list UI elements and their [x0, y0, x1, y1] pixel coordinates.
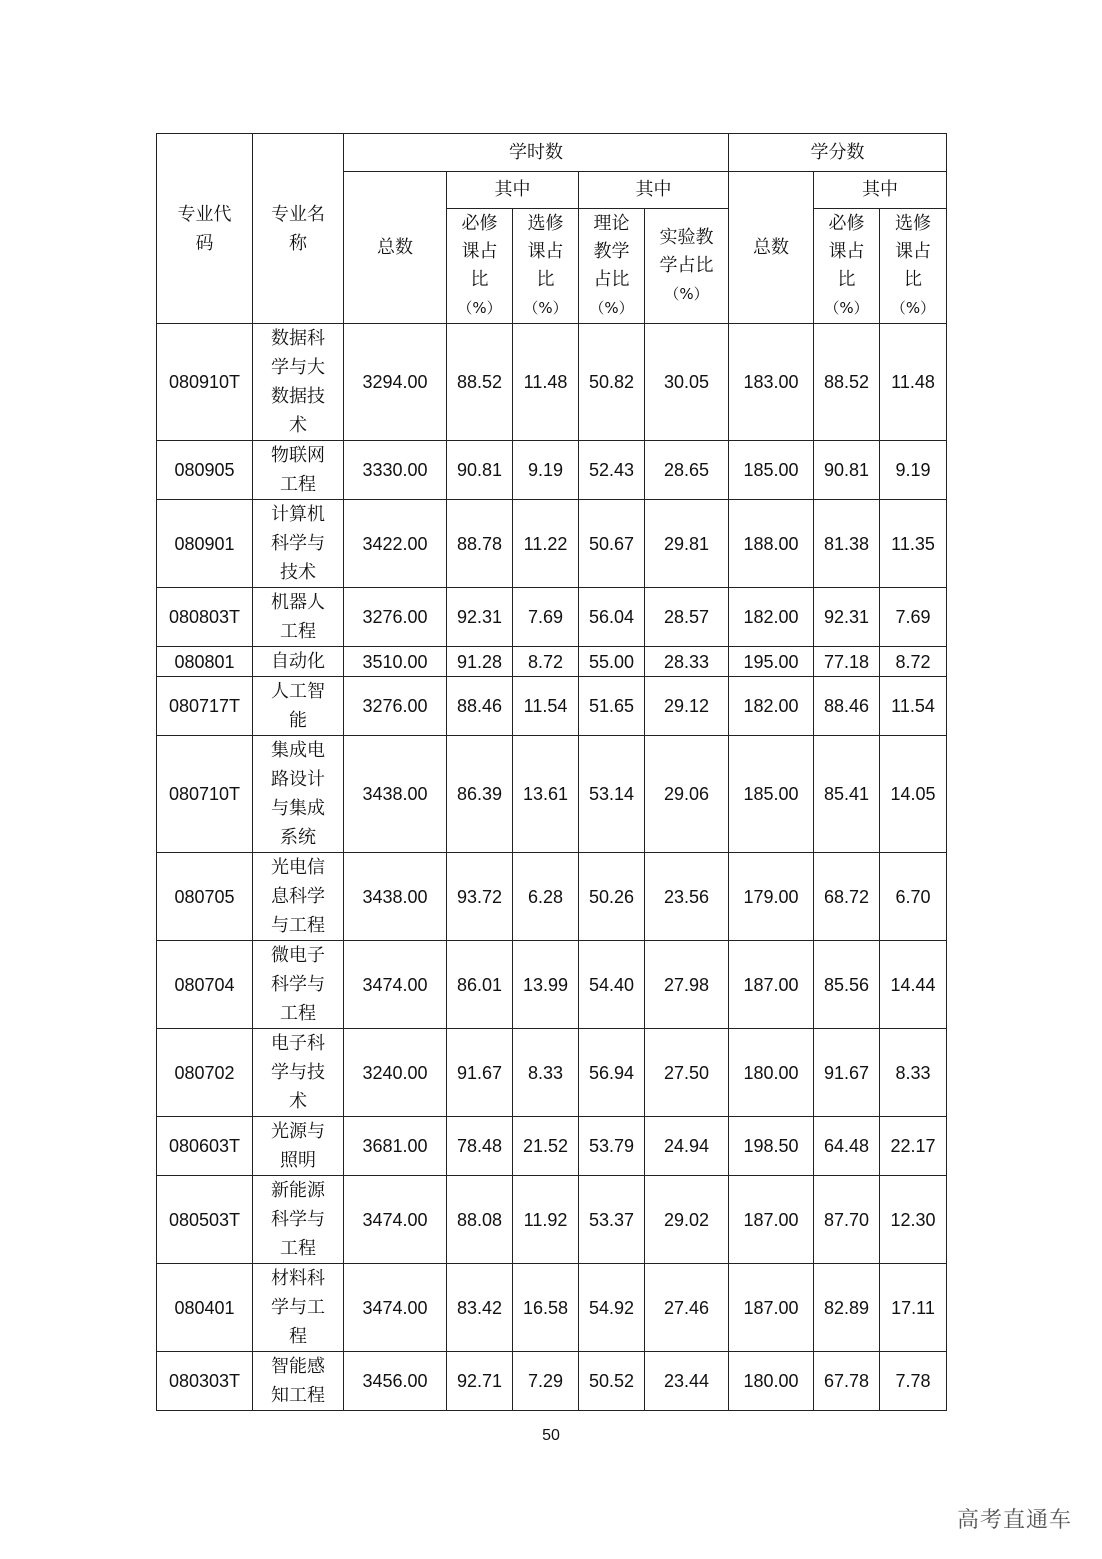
cell-name: 自动化 — [253, 647, 344, 677]
cell-req: 86.01 — [447, 941, 513, 1029]
curriculum-table — [156, 133, 947, 1411]
cell-credits: 185.00 — [729, 736, 814, 853]
cell-c-elec: 9.19 — [880, 441, 947, 500]
cell-code: 080704 — [157, 941, 253, 1029]
page-number: 50 — [542, 1427, 560, 1444]
cell-code: 080803T — [157, 588, 253, 647]
cell-lab: 27.50 — [645, 1029, 729, 1117]
cell-c-req: 92.31 — [814, 588, 880, 647]
header-credit-required-ratio: 必修课占比 （%） — [814, 209, 880, 324]
table-body — [157, 324, 947, 1411]
cell-credits: 182.00 — [729, 588, 814, 647]
cell-code: 080303T — [157, 1352, 253, 1411]
cell-theory: 53.37 — [579, 1176, 645, 1264]
cell-elec: 11.92 — [513, 1176, 579, 1264]
cell-code: 080901 — [157, 500, 253, 588]
cell-credits: 187.00 — [729, 941, 814, 1029]
cell-theory: 50.82 — [579, 324, 645, 441]
table-row — [157, 736, 947, 853]
cell-theory: 50.67 — [579, 500, 645, 588]
cell-hours: 3474.00 — [344, 941, 447, 1029]
cell-hours: 3681.00 — [344, 1117, 447, 1176]
table-row — [157, 324, 947, 441]
cell-code: 080710T — [157, 736, 253, 853]
cell-name: 智能感知工程 — [253, 1352, 344, 1411]
cell-name: 人工智能 — [253, 677, 344, 736]
cell-c-req: 87.70 — [814, 1176, 880, 1264]
cell-req: 88.52 — [447, 324, 513, 441]
cell-c-elec: 8.72 — [880, 647, 947, 677]
cell-code: 080717T — [157, 677, 253, 736]
cell-hours: 3294.00 — [344, 324, 447, 441]
cell-theory: 54.92 — [579, 1264, 645, 1352]
cell-hours: 3330.00 — [344, 441, 447, 500]
cell-theory: 51.65 — [579, 677, 645, 736]
cell-lab: 27.46 — [645, 1264, 729, 1352]
cell-hours: 3474.00 — [344, 1264, 447, 1352]
cell-lab: 23.56 — [645, 853, 729, 941]
cell-c-elec: 22.17 — [880, 1117, 947, 1176]
cell-theory: 50.52 — [579, 1352, 645, 1411]
header-of-which-hours-type: 其中 — [447, 172, 579, 209]
cell-hours: 3276.00 — [344, 588, 447, 647]
cell-elec: 11.54 — [513, 677, 579, 736]
cell-c-req: 81.38 — [814, 500, 880, 588]
cell-credits: 183.00 — [729, 324, 814, 441]
header-major-name: 专业名称 — [253, 134, 344, 324]
cell-req: 86.39 — [447, 736, 513, 853]
cell-name: 新能源科学与工程 — [253, 1176, 344, 1264]
watermark: 高考直通车 — [956, 1508, 1072, 1533]
cell-lab: 24.94 — [645, 1117, 729, 1176]
table-row — [157, 941, 947, 1029]
cell-elec: 8.72 — [513, 647, 579, 677]
cell-credits: 182.00 — [729, 677, 814, 736]
cell-credits: 180.00 — [729, 1029, 814, 1117]
cell-hours: 3240.00 — [344, 1029, 447, 1117]
cell-elec: 6.28 — [513, 853, 579, 941]
header-hours-group: 学时数 — [344, 134, 729, 172]
cell-code: 080905 — [157, 441, 253, 500]
header-lab-ratio: 实验教学占比 （%） — [645, 209, 729, 324]
cell-hours: 3276.00 — [344, 677, 447, 736]
cell-theory: 56.04 — [579, 588, 645, 647]
pct-unit: （%） — [523, 299, 568, 317]
cell-code: 080801 — [157, 647, 253, 677]
pct-unit: （%） — [824, 299, 869, 317]
cell-c-req: 85.56 — [814, 941, 880, 1029]
cell-credits: 195.00 — [729, 647, 814, 677]
cell-req: 88.08 — [447, 1176, 513, 1264]
cell-c-elec: 8.33 — [880, 1029, 947, 1117]
cell-lab: 30.05 — [645, 324, 729, 441]
header-major-code: 专业代码 — [157, 134, 253, 324]
cell-code: 080503T — [157, 1176, 253, 1264]
cell-elec: 13.61 — [513, 736, 579, 853]
cell-elec: 11.48 — [513, 324, 579, 441]
cell-lab: 28.33 — [645, 647, 729, 677]
cell-name: 光电信息科学与工程 — [253, 853, 344, 941]
cell-lab: 29.06 — [645, 736, 729, 853]
cell-elec: 9.19 — [513, 441, 579, 500]
cell-credits: 179.00 — [729, 853, 814, 941]
cell-theory: 55.00 — [579, 647, 645, 677]
cell-c-elec: 11.35 — [880, 500, 947, 588]
cell-lab: 28.65 — [645, 441, 729, 500]
cell-req: 91.28 — [447, 647, 513, 677]
cell-name: 集成电路设计与集成系统 — [253, 736, 344, 853]
cell-c-req: 67.78 — [814, 1352, 880, 1411]
cell-name: 电子科学与技术 — [253, 1029, 344, 1117]
header-elective-ratio: 选修课占比 （%） — [513, 209, 579, 324]
header-credits-group: 学分数 — [729, 134, 947, 172]
cell-hours: 3510.00 — [344, 647, 447, 677]
cell-theory: 53.79 — [579, 1117, 645, 1176]
pct-unit: （%） — [457, 299, 502, 317]
cell-req: 93.72 — [447, 853, 513, 941]
table-row — [157, 1352, 947, 1411]
cell-credits: 198.50 — [729, 1117, 814, 1176]
cell-elec: 11.22 — [513, 500, 579, 588]
cell-c-req: 64.48 — [814, 1117, 880, 1176]
header-of-which-teaching-type: 其中 — [579, 172, 729, 209]
cell-credits: 187.00 — [729, 1264, 814, 1352]
cell-theory: 54.40 — [579, 941, 645, 1029]
cell-req: 92.71 — [447, 1352, 513, 1411]
cell-hours: 3438.00 — [344, 853, 447, 941]
cell-theory: 56.94 — [579, 1029, 645, 1117]
cell-name: 物联网工程 — [253, 441, 344, 500]
cell-credits: 185.00 — [729, 441, 814, 500]
cell-code: 080702 — [157, 1029, 253, 1117]
pct-unit: （%） — [589, 299, 634, 317]
cell-c-elec: 17.11 — [880, 1264, 947, 1352]
table-row — [157, 677, 947, 736]
cell-lab: 28.57 — [645, 588, 729, 647]
cell-lab: 23.44 — [645, 1352, 729, 1411]
cell-lab: 29.12 — [645, 677, 729, 736]
cell-c-elec: 11.48 — [880, 324, 947, 441]
cell-req: 83.42 — [447, 1264, 513, 1352]
header-required-ratio: 必修课占比 （%） — [447, 209, 513, 324]
cell-name: 计算机科学与技术 — [253, 500, 344, 588]
cell-hours: 3422.00 — [344, 500, 447, 588]
cell-c-req: 91.67 — [814, 1029, 880, 1117]
cell-req: 88.46 — [447, 677, 513, 736]
cell-hours: 3456.00 — [344, 1352, 447, 1411]
cell-req: 91.67 — [447, 1029, 513, 1117]
cell-c-elec: 7.69 — [880, 588, 947, 647]
cell-c-req: 85.41 — [814, 736, 880, 853]
cell-lab: 29.02 — [645, 1176, 729, 1264]
table-row — [157, 441, 947, 500]
cell-credits: 187.00 — [729, 1176, 814, 1264]
cell-req: 90.81 — [447, 441, 513, 500]
table-row — [157, 1176, 947, 1264]
cell-elec: 7.29 — [513, 1352, 579, 1411]
table-row — [157, 1117, 947, 1176]
cell-elec: 8.33 — [513, 1029, 579, 1117]
pct-unit: （%） — [664, 285, 709, 303]
header-of-which-credits: 其中 — [814, 172, 947, 209]
table-row — [157, 500, 947, 588]
cell-credits: 180.00 — [729, 1352, 814, 1411]
cell-code: 080401 — [157, 1264, 253, 1352]
cell-c-elec: 7.78 — [880, 1352, 947, 1411]
cell-theory: 52.43 — [579, 441, 645, 500]
cell-c-elec: 6.70 — [880, 853, 947, 941]
cell-elec: 16.58 — [513, 1264, 579, 1352]
cell-req: 92.31 — [447, 588, 513, 647]
header-theory-ratio: 理论教学占比 （%） — [579, 209, 645, 324]
cell-hours: 3474.00 — [344, 1176, 447, 1264]
table-row — [157, 1029, 947, 1117]
header-credit-elective-ratio: 选修课占比 （%） — [880, 209, 947, 324]
cell-name: 光源与照明 — [253, 1117, 344, 1176]
cell-c-elec: 14.44 — [880, 941, 947, 1029]
cell-c-req: 82.89 — [814, 1264, 880, 1352]
pct-unit: （%） — [890, 299, 936, 317]
cell-c-req: 68.72 — [814, 853, 880, 941]
cell-name: 材料科学与工程 — [253, 1264, 344, 1352]
table-row — [157, 647, 947, 677]
cell-c-req: 90.81 — [814, 441, 880, 500]
cell-elec: 21.52 — [513, 1117, 579, 1176]
cell-c-req: 77.18 — [814, 647, 880, 677]
cell-code: 080705 — [157, 853, 253, 941]
cell-lab: 29.81 — [645, 500, 729, 588]
header-hours-total: 总数 — [344, 172, 447, 324]
cell-code: 080603T — [157, 1117, 253, 1176]
table-row — [157, 588, 947, 647]
cell-c-elec: 14.05 — [880, 736, 947, 853]
cell-code: 080910T — [157, 324, 253, 441]
cell-name: 微电子科学与工程 — [253, 941, 344, 1029]
table-row — [157, 853, 947, 941]
cell-theory: 53.14 — [579, 736, 645, 853]
header-credits-total: 总数 — [729, 172, 814, 324]
table-row — [157, 1264, 947, 1352]
cell-theory: 50.26 — [579, 853, 645, 941]
cell-name: 数据科学与大数据技术 — [253, 324, 344, 441]
cell-c-elec: 12.30 — [880, 1176, 947, 1264]
cell-hours: 3438.00 — [344, 736, 447, 853]
cell-req: 78.48 — [447, 1117, 513, 1176]
cell-lab: 27.98 — [645, 941, 729, 1029]
cell-name: 机器人工程 — [253, 588, 344, 647]
cell-elec: 7.69 — [513, 588, 579, 647]
cell-c-elec: 11.54 — [880, 677, 947, 736]
cell-elec: 13.99 — [513, 941, 579, 1029]
cell-c-req: 88.52 — [814, 324, 880, 441]
cell-c-req: 88.46 — [814, 677, 880, 736]
cell-req: 88.78 — [447, 500, 513, 588]
cell-credits: 188.00 — [729, 500, 814, 588]
